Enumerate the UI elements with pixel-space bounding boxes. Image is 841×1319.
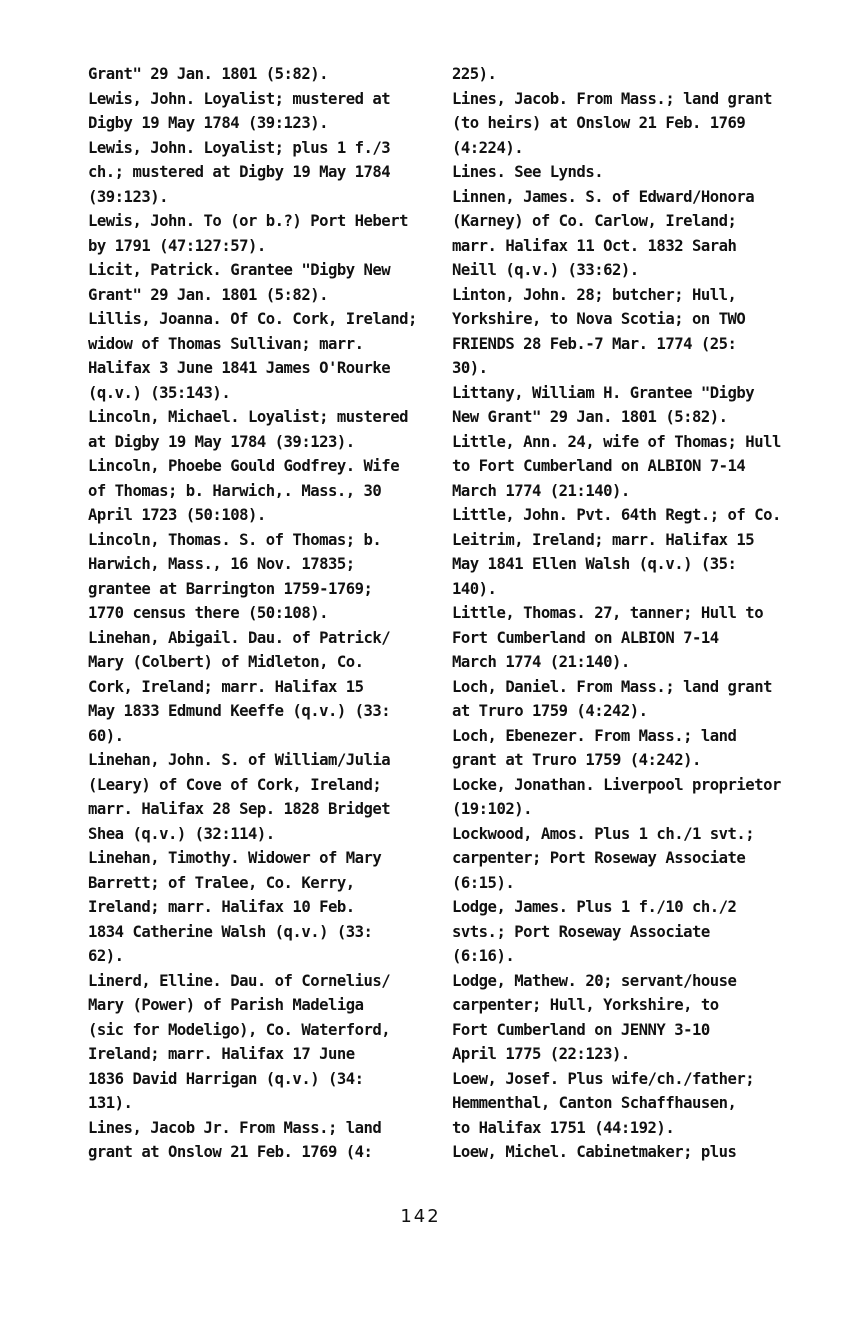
entry-line: marr. Halifax 28 Sep. 1828 Bridget [88,800,391,818]
entry-line: Lodge, James. Plus 1 f./10 ch./2 [452,898,737,916]
entry-line: 140). [452,579,497,598]
index-entry [88,136,438,210]
entry-line: Mary (Colbert) of Midleton, Co. [88,653,364,671]
index-entry [88,307,438,405]
entry-line: Lincoln, Thomas. S. of Thomas; b. [88,530,382,549]
entry-line: to Fort Cumberland on ALBION 7-14 [452,457,746,475]
entry-line: (Leary) of Cove of Cork, Ireland; [88,775,382,794]
index-entry [452,283,797,381]
entry-line: grantee at Barrington 1759-1769; [88,579,373,598]
entry-line: 1770 census there (50:108). [88,604,328,622]
entry-line: Lincoln, Michael. Loyalist; mustered [88,408,408,426]
entry-line: (to heirs) at Onslow 21 Feb. 1769 [452,114,746,132]
entry-line: Lincoln, Phoebe Gould Godfrey. Wife [88,457,400,475]
entry-line: Fort Cumberland on ALBION 7-14 [452,628,719,647]
right-column [452,62,797,1165]
entry-line: May 1833 Edmund Keeffe (q.v.) (33: [88,702,391,720]
entry-line: Hemmenthal, Canton Schaffhausen, [452,1094,737,1112]
entry-line: April 1775 (22:123). [452,1045,630,1063]
entry-line: (Karney) of Co. Carlow, Ireland; [452,212,737,230]
entry-line: Lewis, John. Loyalist; mustered at [88,89,391,108]
entry-line: 62). [88,947,124,965]
entry-line: Locke, Jonathan. Liverpool proprietor [452,775,781,794]
index-entry [88,1116,438,1165]
index-entry [88,528,438,626]
entry-line: at Truro 1759 (4:242). [452,702,648,720]
index-entry [452,895,797,969]
entry-line: (19:102). [452,800,532,818]
entry-line: New Grant" 29 Jan. 1801 (5:82). [452,408,728,426]
entry-line: 131). [88,1094,133,1112]
entry-line: Lewis, John. Loyalist; plus 1 f./3 [88,138,391,157]
entry-line: (39:123). [88,187,168,206]
entry-line: (6:16). [452,947,515,965]
entry-line: Little, John. Pvt. 64th Regt.; of Co. [452,506,781,524]
entry-line: Lillis, Joanna. Of Co. Cork, Ireland; [88,310,417,328]
entry-line: Ireland; marr. Halifax 10 Feb. [88,898,355,916]
entry-line: May 1841 Ellen Walsh (q.v.) (35: [452,555,737,573]
entry-line: 30). [452,359,488,377]
entry-line: (q.v.) (35:143). [88,383,231,402]
entry-line: Digby 19 May 1784 (39:123). [88,114,328,132]
entry-line: April 1723 (50:108). [88,506,266,524]
entry-line: Loew, Michel. Cabinetmaker; plus [452,1143,737,1161]
entry-line: Lines, Jacob Jr. From Mass.; land [88,1118,382,1137]
entry-line: carpenter; Port Roseway Associate [452,849,746,867]
index-entry [88,748,438,846]
entry-line: 60). [88,726,124,745]
entry-line: Little, Thomas. 27, tanner; Hull to [452,604,764,622]
entry-line: Lewis, John. To (or b.?) Port Hebert [88,212,408,230]
index-entry [452,724,797,773]
entry-line: Leitrim, Ireland; marr. Halifax 15 [452,530,755,549]
index-entry [452,773,797,822]
index-entry [452,62,797,87]
entry-line: Lines. See Lynds. [452,163,604,181]
entry-line: at Digby 19 May 1784 (39:123). [88,432,355,451]
index-entry [88,62,438,87]
entry-line: (sic for Modeligo), Co. Waterford, [88,1020,391,1039]
entry-line: March 1774 (21:140). [452,653,630,671]
entry-line: Fort Cumberland on JENNY 3-10 [452,1020,710,1039]
index-entry [88,846,438,969]
entry-line: (4:224). [452,138,524,157]
entry-line: marr. Halifax 11 Oct. 1832 Sarah [452,236,737,255]
entry-line: Shea (q.v.) (32:114). [88,824,275,843]
index-entry [452,503,797,601]
entry-line: (6:15). [452,873,515,892]
entry-line: Grant" 29 Jan. 1801 (5:82). [88,65,328,83]
entry-line: Linehan, John. S. of William/Julia [88,751,391,769]
index-entry [452,1140,797,1165]
entry-line: March 1774 (21:140). [452,481,630,500]
index-entry [452,601,797,675]
index-entry [88,626,438,749]
left-column [88,62,438,1165]
entry-line: Linehan, Timothy. Widower of Mary [88,849,382,867]
entry-line: 225). [452,65,497,83]
entry-line: Linerd, Elline. Dau. of Cornelius/ [88,971,391,990]
index-entry [88,87,438,136]
index-entry [88,405,438,454]
entry-line: 1836 David Harrigan (q.v.) (34: [88,1069,364,1088]
entry-line: Halifax 3 June 1841 James O'Rourke [88,359,391,377]
index-entry [452,185,797,283]
entry-line: Lines, Jacob. From Mass.; land grant [452,89,772,108]
entry-line: Grant" 29 Jan. 1801 (5:82). [88,285,328,304]
entry-line: Yorkshire, to Nova Scotia; on TWO [452,310,746,328]
entry-line: Harwich, Mass., 16 Nov. 17835; [88,555,355,573]
index-entry [452,1067,797,1141]
index-entry [452,381,797,430]
index-entry [452,160,797,185]
entry-line: Cork, Ireland; marr. Halifax 15 [88,677,364,696]
index-entry [452,675,797,724]
entry-line: Neill (q.v.) (33:62). [452,261,639,279]
index-entry [88,969,438,1116]
entry-line: svts.; Port Roseway Associate [452,922,710,941]
entry-line: Lockwood, Amos. Plus 1 ch./1 svt.; [452,824,755,843]
index-entry [452,822,797,896]
index-entry [452,969,797,1067]
entry-line: grant at Onslow 21 Feb. 1769 (4: [88,1143,373,1161]
page-number: 142 [400,1206,441,1227]
entry-line: Loch, Ebenezer. From Mass.; land [452,726,737,745]
index-entry [88,454,438,528]
index-entry [88,209,438,258]
entry-line: Loew, Josef. Plus wife/ch./father; [452,1069,755,1088]
entry-line: ch.; mustered at Digby 19 May 1784 [88,163,391,181]
entry-line: carpenter; Hull, Yorkshire, to [452,996,719,1014]
entry-line: Mary (Power) of Parish Madeliga [88,996,364,1014]
index-entry [88,258,438,307]
entry-line: Ireland; marr. Halifax 17 June [88,1045,355,1063]
entry-line: grant at Truro 1759 (4:242). [452,751,701,769]
index-entry [452,430,797,504]
entry-line: 1834 Catherine Walsh (q.v.) (33: [88,922,373,941]
entry-line: Linehan, Abigail. Dau. of Patrick/ [88,628,391,647]
entry-line: Lodge, Mathew. 20; servant/house [452,971,737,990]
entry-line: Littany, William H. Grantee "Digby [452,383,755,402]
entry-line: Linton, John. 28; butcher; Hull, [452,285,737,304]
index-entry [452,87,797,161]
entry-line: widow of Thomas Sullivan; marr. [88,334,364,353]
entry-line: Little, Ann. 24, wife of Thomas; Hull [452,432,781,451]
entry-line: FRIENDS 28 Feb.-7 Mar. 1774 (25: [452,334,737,353]
entry-line: by 1791 (47:127:57). [88,236,266,255]
entry-line: Loch, Daniel. From Mass.; land grant [452,677,772,696]
entry-line: Linnen, James. S. of Edward/Honora [452,187,755,206]
entry-line: Barrett; of Tralee, Co. Kerry, [88,873,355,892]
entry-line: to Halifax 1751 (44:192). [452,1118,675,1137]
entry-line: Licit, Patrick. Grantee "Digby New [88,261,391,279]
entry-line: of Thomas; b. Harwich,. Mass., 30 [88,481,382,500]
